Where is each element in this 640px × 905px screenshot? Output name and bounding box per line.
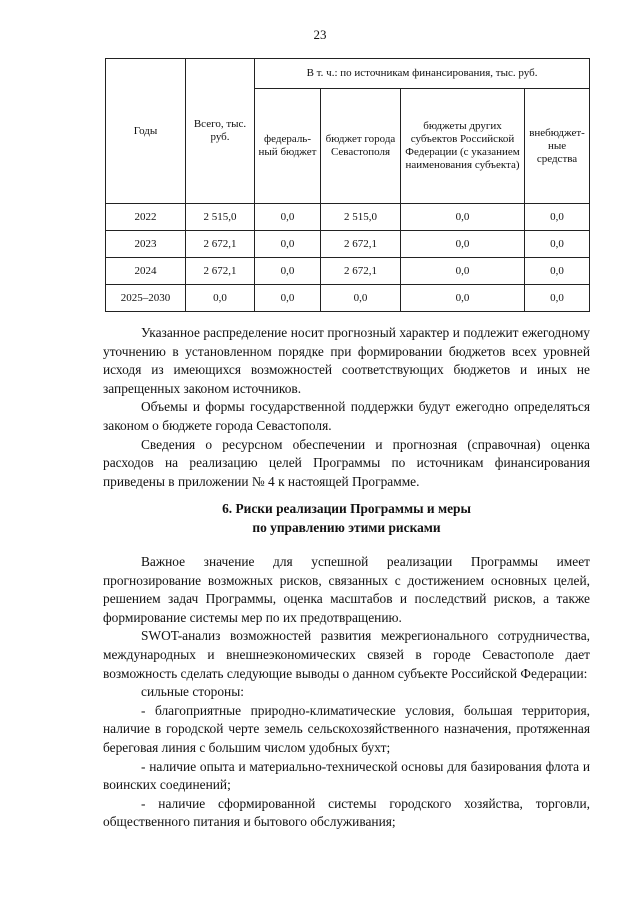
cell-city: 2 672,1	[321, 258, 401, 285]
cell-year: 2023	[106, 231, 186, 258]
cell-total: 0,0	[186, 285, 255, 312]
cell-other: 0,0	[401, 285, 525, 312]
list-item: - благоприятные природно-климатические условия, большая территория, наличие в городской черте земель сельскохозяйственного назначения, протяженная береговая линия с большим числом удобных бухт;	[103, 702, 590, 755]
table-row	[106, 285, 590, 312]
cell-extra: 0,0	[525, 285, 590, 312]
header-total: Всего, тыс. руб.	[186, 59, 255, 204]
section-heading-line1: 6. Риски реализации Программы и меры	[222, 501, 471, 516]
table-row	[106, 258, 590, 285]
list-item: - наличие сформированной системы городского хозяйства, торговли, общественного питания и бытового обслуживания;	[103, 795, 590, 830]
cell-total: 2 515,0	[186, 204, 255, 231]
cell-city: 2 515,0	[321, 204, 401, 231]
cell-federal: 0,0	[255, 204, 321, 231]
cell-year: 2022	[106, 204, 186, 231]
list-item: - наличие опыта и материально-технической основы для базирования флота и воинских соединений;	[103, 758, 590, 793]
cell-extra: 0,0	[525, 258, 590, 285]
body-text-before	[103, 324, 590, 491]
cell-city: 2 672,1	[321, 231, 401, 258]
header-sources-group: В т. ч.: по источникам финансирования, тыс. руб.	[255, 59, 590, 89]
cell-total: 2 672,1	[186, 258, 255, 285]
cell-extra: 0,0	[525, 204, 590, 231]
cell-year: 2024	[106, 258, 186, 285]
cell-year: 2025–2030	[106, 285, 186, 312]
header-other: бюджеты других субъектов Российской Федерации (с указанием наименования субъекта)	[401, 89, 525, 204]
body-text-after	[103, 553, 590, 832]
paragraph: сильные стороны:	[141, 684, 244, 700]
header-extra: внебюджет-ные средства	[525, 89, 590, 204]
section-heading-line2: по управлению этими рисками	[252, 519, 441, 535]
cell-city: 0,0	[321, 285, 401, 312]
cell-federal: 0,0	[255, 231, 321, 258]
page-number: 23	[313, 27, 327, 42]
header-city: бюджет города Севастополя	[321, 89, 401, 204]
paragraph: Указанное распределение носит прогнозный характер и подлежит ежегодному уточнению в установленном порядке при формировании бюджетов всех уровней исходя из имеющихся возможностей соответствующих бюджетов и иных не запрещенных законом источников.	[103, 325, 590, 396]
paragraph: Важное значение для успешной реализации Программы имеет прогнозирование возможных рисков, связанных с достижением основных целей, решением задач Программы, оценка масштабов и последствий рисков, а также формирование системы мер по их предотвращению.	[103, 554, 590, 625]
cell-federal: 0,0	[255, 258, 321, 285]
financing-table	[105, 58, 590, 312]
cell-total: 2 672,1	[186, 231, 255, 258]
section-heading	[103, 500, 590, 537]
paragraph: Сведения о ресурсном обеспечении и прогнозная (справочная) оценка расходов на реализацию целей Программы по источникам финансирования приведены в приложении № 4 к настоящей Программе.	[103, 436, 590, 489]
cell-extra: 0,0	[525, 231, 590, 258]
paragraph: Объемы и формы государственной поддержки будут ежегодно определяться законом о бюджете города Севастополя.	[103, 399, 590, 433]
table-row	[106, 204, 590, 231]
cell-other: 0,0	[401, 204, 525, 231]
header-years: Годы	[106, 59, 186, 204]
cell-federal: 0,0	[255, 285, 321, 312]
cell-other: 0,0	[401, 231, 525, 258]
header-federal: федераль-ный бюджет	[255, 89, 321, 204]
paragraph: SWOT-анализ возможностей развития межрегионального сотрудничества, международных и внешнеэкономических связей в городе Севастополе дает возможность сделать следующие выводы о данном субъекте Российской Федерации:	[103, 628, 590, 681]
table-row	[106, 231, 590, 258]
cell-other: 0,0	[401, 258, 525, 285]
